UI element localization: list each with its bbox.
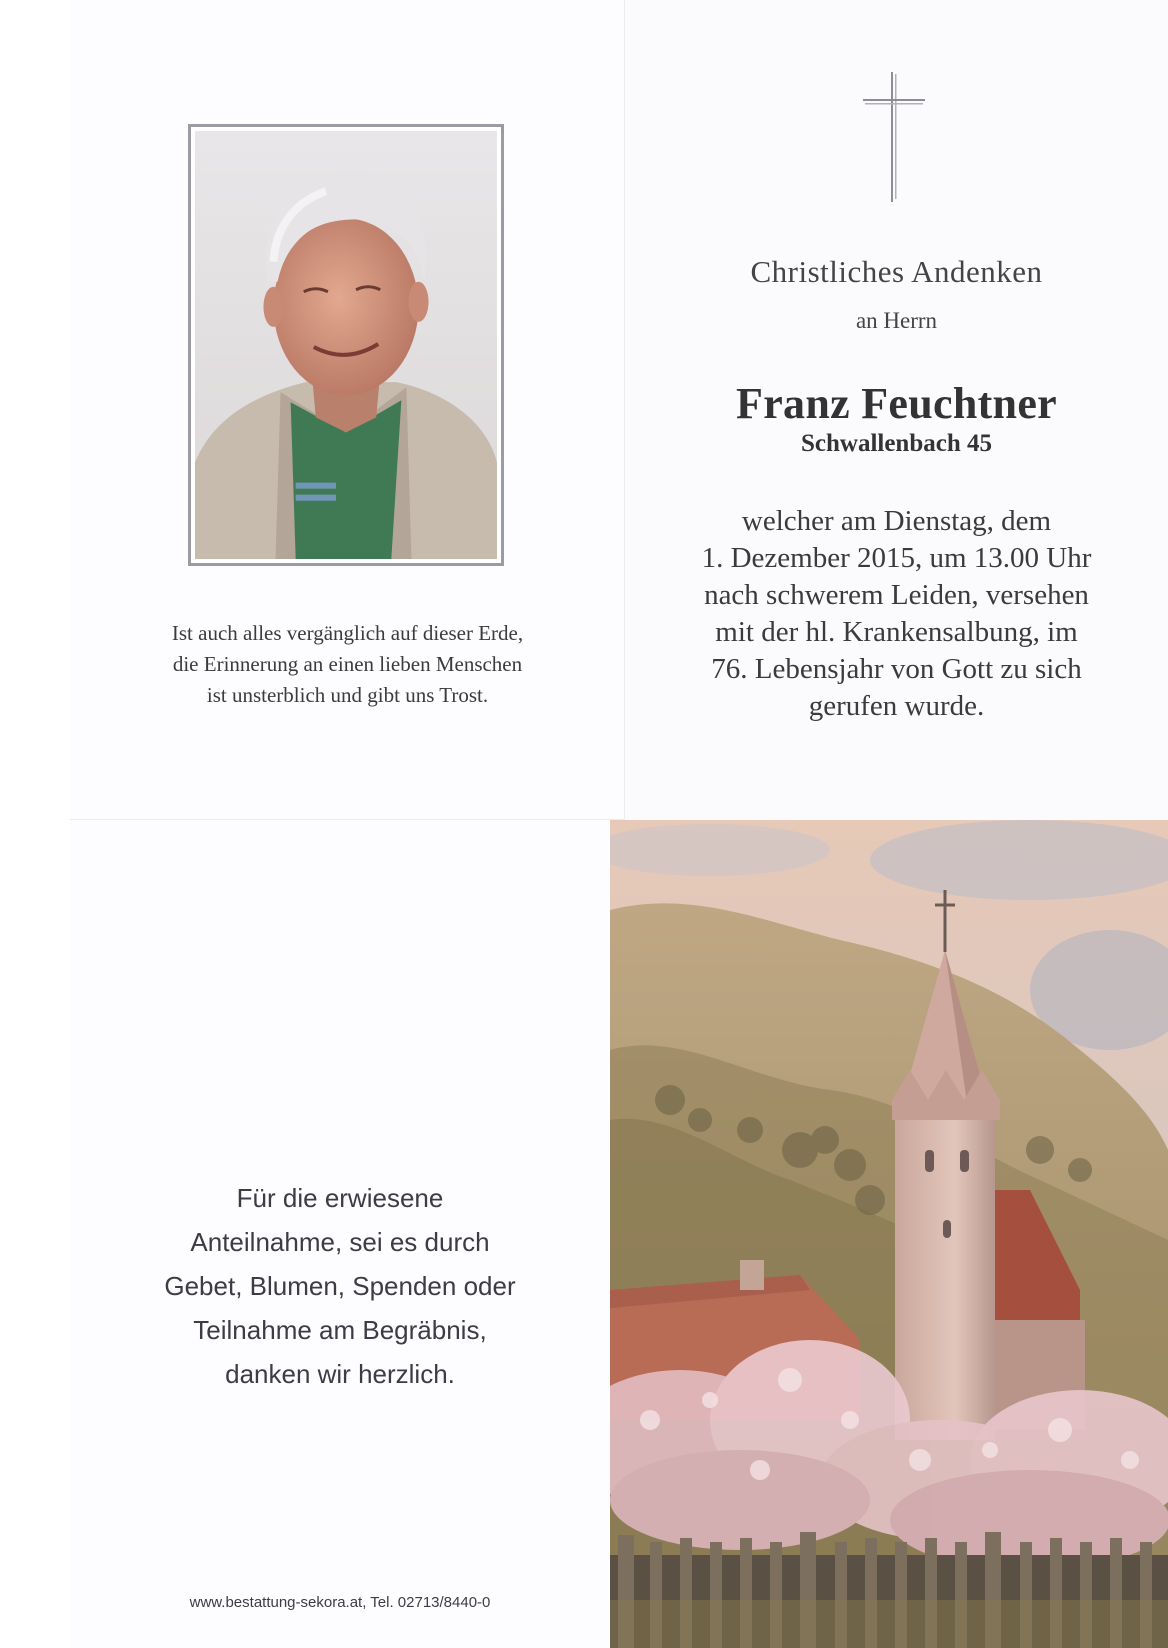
notice-line: nach schwerem Leiden, versehen xyxy=(704,579,1089,611)
thanks-message xyxy=(70,1176,610,1396)
notice-line: 76. Lebensjahr von Gott zu sich xyxy=(711,653,1082,685)
thanks-line: danken wir herzlich. xyxy=(225,1359,455,1389)
portrait-image xyxy=(195,131,497,559)
thanks-line: Gebet, Blumen, Spenden oder xyxy=(164,1271,516,1301)
deceased-name: Franz Feuchtner xyxy=(736,379,1057,428)
portrait-photo xyxy=(188,124,504,566)
panel-painting xyxy=(610,820,1168,1648)
poem-line: die Erinnerung an einen lieben Menschen xyxy=(172,652,523,676)
cross-icon xyxy=(863,72,925,202)
notice-line: gerufen wurde. xyxy=(808,690,985,722)
salutation: an Herrn xyxy=(855,308,938,333)
thanks-line: Teilnahme am Begräbnis, xyxy=(193,1315,487,1345)
memorial-poem xyxy=(70,618,625,711)
poem-line: ist unsterblich und gibt uns Trost. xyxy=(206,683,489,707)
memorial-heading: Christliches Andenken xyxy=(750,254,1043,289)
poem-line: Ist auch alles vergänglich auf dieser Erde, xyxy=(171,621,524,645)
notice-line: 1. Dezember 2015, um 13.00 Uhr xyxy=(701,542,1092,574)
funeral-home-contact: www.bestattung-sekora.at, Tel. 02713/8440-0 xyxy=(189,1594,491,1611)
thanks-line: Anteilnahme, sei es durch xyxy=(190,1227,490,1257)
notice-line: welcher am Dienstag, dem xyxy=(741,505,1052,537)
fold-line-horizontal xyxy=(70,819,625,820)
death-notice xyxy=(625,503,1168,725)
thanks-line: Für die erwiesene xyxy=(236,1183,444,1213)
church-painting xyxy=(610,820,1168,1648)
notice-line: mit der hl. Krankensalbung, im xyxy=(715,616,1078,648)
deceased-address: Schwallenbach 45 xyxy=(800,430,992,457)
